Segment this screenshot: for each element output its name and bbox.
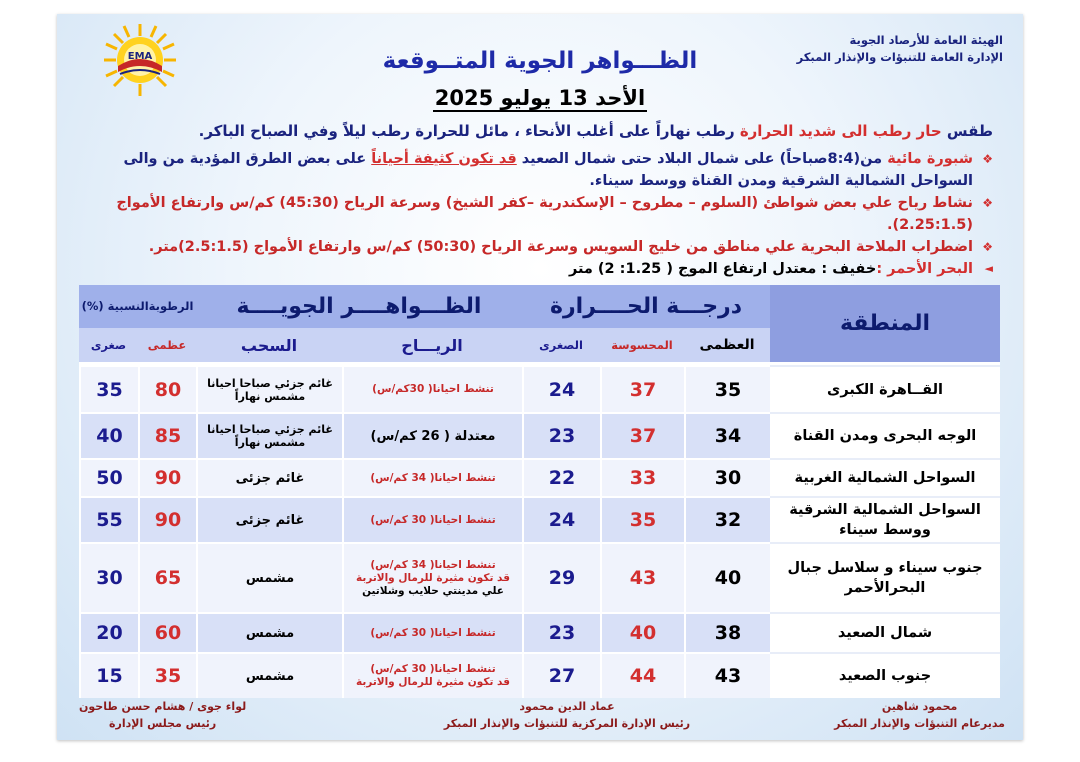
summary-line: طقس حار رطب الى شديد الحرارة رطب نهاراً على أغلب الأنحاء ، مائل للحرارة رطب ليلاً وفي الصباح الباكر. bbox=[198, 122, 993, 140]
header-humidity-min: صغرى bbox=[79, 328, 138, 365]
forecast-sheet bbox=[57, 14, 1023, 740]
signature-central-director: عماد الدين محمود رئيس الإدارة المركزية للتنبؤات والإنذار المبكر bbox=[443, 700, 691, 730]
humidity-max-cell: 85 bbox=[138, 412, 196, 458]
svg-text:EMA: EMA bbox=[127, 51, 153, 62]
header-feels-like: المحسوسة bbox=[600, 328, 684, 365]
wind-cell: تنشط احيانا( 30كم/س) bbox=[342, 365, 522, 412]
region-cell: السواحل الشمالية الشرقية ووسط سيناء bbox=[770, 496, 1000, 542]
feels-like-cell: 33 bbox=[600, 458, 684, 496]
diamond-bullet-icon: ❖ bbox=[982, 152, 993, 166]
signature-chairman: لواء جوى / هشام حسن طاحون رئيس مجلس الإدارة bbox=[79, 700, 247, 730]
header-clouds: السحب bbox=[196, 328, 342, 365]
header-region: المنطقة bbox=[770, 285, 1000, 365]
humidity-min-cell: 35 bbox=[79, 365, 138, 412]
min-temp-cell: 23 bbox=[522, 612, 600, 652]
feels-like-cell: 40 bbox=[600, 612, 684, 652]
header-min: الصغرى bbox=[522, 328, 600, 365]
table-row bbox=[79, 652, 1000, 698]
table-row bbox=[79, 496, 1000, 542]
max-temp-cell: 35 bbox=[684, 365, 770, 412]
max-temp-cell: 40 bbox=[684, 542, 770, 612]
org-line-2: الإدارة العامة للتنبؤات والإنذار المبكر bbox=[796, 50, 1003, 64]
max-temp-cell: 30 bbox=[684, 458, 770, 496]
diamond-bullet-icon: ❖ bbox=[982, 240, 993, 254]
region-cell: السواحل الشمالية الغربية bbox=[770, 458, 1000, 496]
max-temp-cell: 38 bbox=[684, 612, 770, 652]
feels-like-cell: 35 bbox=[600, 496, 684, 542]
weather-summary bbox=[93, 120, 993, 280]
humidity-min-cell: 40 bbox=[79, 412, 138, 458]
humidity-max-cell: 65 bbox=[138, 542, 196, 612]
triangle-bullet-icon: ◄ bbox=[984, 262, 993, 275]
region-cell: القــاهرة الكبرى bbox=[770, 365, 1000, 412]
min-temp-cell: 23 bbox=[522, 412, 600, 458]
humidity-max-cell: 80 bbox=[138, 365, 196, 412]
header-wind: الريـــاح bbox=[342, 328, 522, 365]
humidity-min-cell: 30 bbox=[79, 542, 138, 612]
wind-cell: تنشط احيانا( 30 كم/س) قد تكون مثيرة للرمال والاتربة bbox=[342, 652, 522, 698]
humidity-min-cell: 20 bbox=[79, 612, 138, 652]
cloud-cell: مشمس bbox=[196, 612, 342, 652]
feels-like-cell: 44 bbox=[600, 652, 684, 698]
min-temp-cell: 27 bbox=[522, 652, 600, 698]
red-sea-status: ◄ البحر الأحمر :خفيف : معتدل ارتفاع الموج ( 1.25: 2) متر bbox=[93, 258, 993, 280]
table-row bbox=[79, 458, 1000, 496]
header-temperature: درجـــة الحــــرارة bbox=[522, 285, 770, 328]
region-cell: جنوب سيناء و سلاسل جبال البحرالأحمر bbox=[770, 542, 1000, 612]
wind-cell: تنشط احيانا( 30 كم/س) bbox=[342, 612, 522, 652]
page-title: الظـــواهر الجوية المتــوقعة bbox=[382, 48, 698, 74]
table-row bbox=[79, 365, 1000, 412]
wind-cell: تنشط احيانا( 34 كم/س) bbox=[342, 458, 522, 496]
wind-warning: ❖ نشاط رياح علي بعض شواطئ (السلوم – مطروح – الإسكندرية –كفر الشيخ) وسرعة الرياح (45:30) كم/س وارتفاع الأمواج (2.25:1.5). bbox=[93, 192, 993, 236]
fog-warning: ❖ شبورة مائية من(8:4صباحاً) على شمال البلاد حتى شمال الصعيد قد تكون كثيفة أحياناً على بعض الطرق المؤدية من والى السواحل الشمالية الشرقية ومدن القناة ووسط سيناء. bbox=[93, 148, 993, 192]
humidity-max-cell: 90 bbox=[138, 458, 196, 496]
humidity-min-cell: 15 bbox=[79, 652, 138, 698]
min-temp-cell: 24 bbox=[522, 496, 600, 542]
navigation-warning: ❖ اضطراب الملاحة البحرية علي مناطق من خليج السويس وسرعة الرياح (50:30) كم/س وارتفاع الأمواج (2.5:1.5)متر. bbox=[93, 236, 993, 258]
table-row bbox=[79, 612, 1000, 652]
diamond-bullet-icon: ❖ bbox=[982, 196, 993, 210]
cloud-cell: غائم جزئي صباحا احيانا مشمس نهاراً bbox=[196, 365, 342, 412]
header-phenomena: الظـــواهــــر الجويــــة bbox=[196, 285, 522, 328]
min-temp-cell: 22 bbox=[522, 458, 600, 496]
feels-like-cell: 37 bbox=[600, 412, 684, 458]
humidity-max-cell: 90 bbox=[138, 496, 196, 542]
min-temp-cell: 29 bbox=[522, 542, 600, 612]
cloud-cell: غائم جزئي صباحا احيانا مشمس نهاراً bbox=[196, 412, 342, 458]
cloud-cell: مشمس bbox=[196, 542, 342, 612]
header-humidity-max: عظمى bbox=[138, 328, 196, 365]
humidity-max-cell: 60 bbox=[138, 612, 196, 652]
forecast-date-text: الأحد 13 يوليو 2025 bbox=[434, 86, 646, 110]
forecast-date bbox=[57, 86, 1023, 110]
region-cell: جنوب الصعيد bbox=[770, 652, 1000, 698]
org-line-1: الهيئة العامة للأرصاد الجوية bbox=[849, 33, 1003, 47]
region-cell: الوجه البحرى ومدن القناة bbox=[770, 412, 1000, 458]
cloud-cell: غائم جزئى bbox=[196, 496, 342, 542]
wind-cell: معتدلة ( 26 كم/س) bbox=[342, 412, 522, 458]
feels-like-cell: 43 bbox=[600, 542, 684, 612]
header-humidity: الرطوبةالنسبية (%) bbox=[79, 285, 196, 328]
cloud-cell: غائم جزئى bbox=[196, 458, 342, 496]
table-row bbox=[79, 542, 1000, 612]
humidity-max-cell: 35 bbox=[138, 652, 196, 698]
feels-like-cell: 37 bbox=[600, 365, 684, 412]
header-max: العظمى bbox=[684, 328, 770, 365]
region-cell: شمال الصعيد bbox=[770, 612, 1000, 652]
max-temp-cell: 34 bbox=[684, 412, 770, 458]
min-temp-cell: 24 bbox=[522, 365, 600, 412]
signature-forecast-director: محمود شاهين مديرعام التنبؤات والإنذار المبكر bbox=[834, 700, 1005, 730]
forecast-table bbox=[79, 285, 1000, 698]
wind-cell: تنشط احيانا( 30 كم/س) bbox=[342, 496, 522, 542]
cloud-cell: مشمس bbox=[196, 652, 342, 698]
max-temp-cell: 43 bbox=[684, 652, 770, 698]
table-row bbox=[79, 412, 1000, 458]
max-temp-cell: 32 bbox=[684, 496, 770, 542]
humidity-min-cell: 50 bbox=[79, 458, 138, 496]
humidity-min-cell: 55 bbox=[79, 496, 138, 542]
wind-cell: تنشط احيانا( 34 كم/س) قد تكون مثيرة للرمال والاتربة علي مدينتي حلايب وشلاتين bbox=[342, 542, 522, 612]
